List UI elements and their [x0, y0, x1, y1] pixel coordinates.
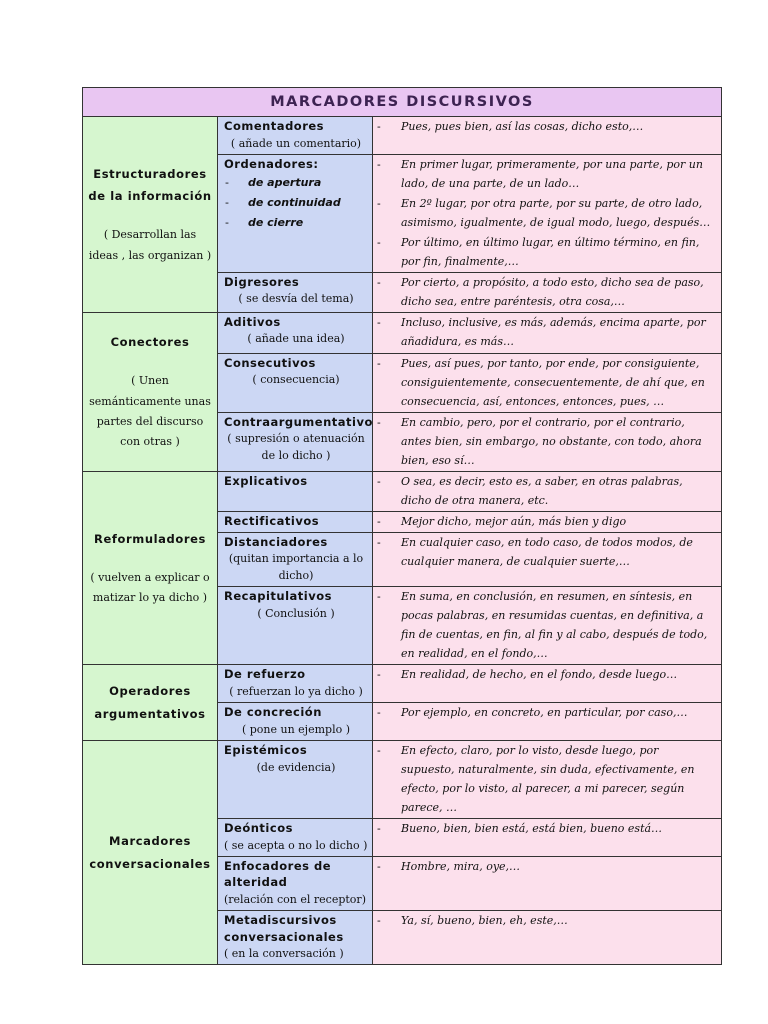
subtype-description-line: ( en la conversación ) — [224, 947, 344, 961]
subtype-cell — [218, 471, 373, 511]
subtype-description — [224, 550, 368, 584]
subtype-cell — [218, 740, 373, 818]
subtype-cell — [218, 703, 373, 741]
subtype-description-line: ( consecuencia) — [252, 373, 340, 387]
subtype-name — [224, 742, 368, 759]
subtype-description — [224, 945, 368, 962]
subtype-name — [224, 513, 368, 530]
category-description-line: ( Unen — [131, 374, 169, 388]
example-text: - Por cierto, a propósito, a todo esto, dicho sea de paso, dicho sea, entre paréntesis, otra cosa,… — [401, 273, 713, 311]
subtype-list-label: de cierre — [248, 216, 304, 230]
subtype-cell — [218, 353, 373, 412]
subtype-name-line: Ordenadores: — [224, 156, 319, 171]
table-row — [83, 740, 722, 818]
examples-cell — [373, 740, 722, 818]
examples-cell — [373, 818, 722, 856]
subtype-description-line: dicho) — [278, 569, 314, 583]
subtype-description — [224, 290, 368, 307]
examples-cell — [373, 154, 722, 272]
examples-cell — [373, 471, 722, 511]
subtype-list-item — [224, 193, 368, 213]
example-text: - Pues, pues bien, así las cosas, dicho esto,… — [401, 117, 713, 136]
subtype-list-item — [224, 213, 368, 233]
subtype-name — [224, 534, 368, 551]
category-description-line: semánticamente unas — [89, 394, 211, 408]
subtype-description-line: de lo dicho ) — [261, 449, 331, 463]
category-description — [87, 568, 213, 609]
examples-cell — [373, 117, 722, 155]
subtype-name-line: Aditivos — [224, 314, 281, 329]
subtype-description — [224, 330, 368, 347]
subtype-cell — [218, 665, 373, 703]
example-text: - Hombre, mira, oye,… — [401, 857, 713, 876]
category-description-line: ( vuelven a explicar o — [90, 570, 210, 584]
examples-cell — [373, 532, 722, 587]
example-text: - En cualquier caso, en todo caso, de todos modos, de cualquier manera, de cualquier suerte,… — [401, 533, 713, 571]
category-description-line: ideas , las organizan ) — [88, 248, 212, 262]
category-name-line: Marcadores — [109, 834, 191, 849]
subtype-description-line: ( refuerzan lo ya dicho ) — [229, 685, 363, 699]
category-description — [87, 371, 213, 452]
example-text: - En suma, en conclusión, en resumen, en síntesis, en pocas palabras, en resumidas cuentas, en definitiva, a fin de cuentas, en fin, al fin y al cabo, después de todo, en realidad, en el fondo,… — [401, 587, 713, 663]
subtype-name — [224, 473, 368, 490]
subtype-cell — [218, 412, 373, 471]
subtype-description-line: (quitan importancia a lo — [228, 552, 364, 566]
category-name — [87, 331, 213, 353]
category-cell — [83, 312, 218, 471]
subtype-description-line: ( se acepta o no lo dicho ) — [224, 838, 368, 852]
subtype-name — [224, 704, 368, 721]
subtype-description — [224, 683, 368, 700]
subtype-list-label: de continuidad — [248, 196, 341, 210]
examples-cell — [373, 511, 722, 532]
subtype-name — [224, 118, 368, 135]
subtype-description — [224, 371, 368, 388]
subtype-name — [224, 156, 368, 173]
category-cell — [83, 740, 218, 965]
subtype-description — [224, 605, 368, 622]
example-text: - Pues, así pues, por tanto, por ende, por consiguiente, consiguientemente, consecuentemente, de ahí que, en consecuencia, así, entonces, entonces, pues, … — [401, 354, 713, 411]
subtype-description-line: ( añade un comentario) — [230, 136, 362, 150]
example-text: - O sea, es decir, esto es, a saber, en otras palabras, dicho de otra manera, etc. — [401, 472, 713, 510]
subtype-name-line: Recapitulativos — [224, 589, 332, 604]
subtype-description — [224, 721, 368, 738]
subtype-description — [224, 891, 368, 908]
table-title: MARCADORES DISCURSIVOS — [83, 88, 722, 117]
subtype-description-line: ( pone un ejemplo ) — [241, 722, 351, 736]
subtype-name-line: Consecutivos — [224, 355, 316, 370]
category-name — [87, 528, 213, 550]
subtype-description — [224, 135, 368, 152]
example-text: - Incluso, inclusive, es más, además, encima aparte, por añadidura, es más… — [401, 313, 713, 351]
subtype-name-line: Epistémicos — [224, 742, 308, 757]
subtype-name — [224, 274, 368, 291]
category-name-line: de la información — [88, 189, 212, 204]
subtype-description — [224, 759, 368, 776]
category-description — [87, 225, 213, 266]
subtype-name-line: alteridad — [224, 875, 288, 890]
examples-cell — [373, 703, 722, 741]
subtype-description-line: ( Conclusión ) — [257, 607, 335, 621]
subtype-name-line: Contraargumentativo — [224, 414, 373, 429]
example-text: - Por último, en último lugar, en último término, en fin, por fin, finalmente,… — [401, 233, 713, 271]
subtype-description-line: ( se desvía del tema) — [238, 292, 354, 306]
subtype-name — [224, 355, 368, 372]
examples-cell — [373, 412, 722, 471]
examples-cell — [373, 856, 722, 910]
subtype-description — [224, 837, 368, 854]
category-name-line: argumentativos — [94, 706, 206, 721]
subtype-name — [224, 912, 368, 945]
category-description-line: con otras ) — [120, 435, 180, 449]
subtype-name-line: Deónticos — [224, 820, 293, 835]
category-description-line: ( Desarrollan las — [103, 228, 197, 242]
subtype-description — [224, 430, 368, 464]
examples-cell — [373, 312, 722, 353]
subtype-name — [224, 414, 373, 431]
examples-cell — [373, 587, 722, 665]
subtype-name-line: Digresores — [224, 274, 300, 289]
subtype-name — [224, 588, 368, 605]
category-cell — [83, 471, 218, 665]
examples-cell — [373, 911, 722, 965]
category-name-line: Conectores — [110, 334, 190, 349]
category-cell — [83, 117, 218, 313]
category-description-line: partes del discurso — [96, 414, 204, 428]
category-name — [87, 830, 213, 875]
subtype-description-line: (relación con el receptor) — [224, 892, 366, 906]
example-text: - En realidad, de hecho, en el fondo, desde luego… — [401, 665, 713, 684]
subtype-name — [224, 666, 368, 683]
subtype-cell — [218, 532, 373, 587]
example-text: - En cambio, pero, por el contrario, por el contrario, antes bien, sin embargo, no obstante, con todo, ahora bien, eso sí… — [401, 413, 713, 470]
subtype-name — [224, 314, 368, 331]
examples-cell — [373, 353, 722, 412]
category-name-line: Estructuradores — [93, 166, 207, 181]
subtype-name-line: Comentadores — [224, 119, 325, 133]
table-row — [83, 117, 722, 155]
category-name-line: conversacionales — [89, 856, 211, 871]
subtype-description-line: ( añade una idea) — [247, 332, 345, 346]
subtype-name-line: Rectificativos — [224, 513, 320, 528]
subtype-cell — [218, 818, 373, 856]
subtype-cell — [218, 312, 373, 353]
category-name-line: Operadores — [109, 684, 191, 699]
subtype-cell — [218, 911, 373, 965]
example-text: - Bueno, bien, bien está, está bien, bueno está… — [401, 819, 713, 838]
subtype-name-line: De concreción — [224, 705, 322, 720]
subtype-cell — [218, 272, 373, 312]
subtype-description-line: ( supresión o atenuación — [227, 432, 365, 446]
category-name — [87, 163, 213, 208]
table-row — [83, 312, 722, 353]
examples-cell — [373, 665, 722, 703]
subtype-cell — [218, 154, 373, 272]
category-name-line: Reformuladores — [94, 531, 206, 546]
subtype-list-label: de apertura — [248, 176, 322, 190]
subtype-name-line: Metadiscursivos — [224, 913, 337, 928]
subtype-name-line: Explicativos — [224, 473, 308, 488]
examples-cell — [373, 272, 722, 312]
subtype-name-line: Distanciadores — [224, 534, 328, 549]
example-text: - Ya, sí, bueno, bien, eh, este,… — [401, 911, 713, 930]
table-row — [83, 471, 722, 511]
title-row — [83, 88, 722, 117]
category-description-line: matizar lo ya dicho ) — [92, 591, 208, 605]
subtype-cell — [218, 117, 373, 155]
table-row — [83, 665, 722, 703]
example-text: - Mejor dicho, mejor aún, más bien y digo — [401, 512, 713, 531]
subtype-list-item — [224, 173, 368, 193]
category-cell — [83, 665, 218, 740]
subtype-name — [224, 858, 368, 891]
subtype-name-line: Enfocadores de — [224, 858, 332, 873]
example-text: - Por ejemplo, en concreto, en particular, por caso,… — [401, 703, 713, 722]
example-text: - En 2º lugar, por otra parte, por su parte, de otro lado, asimismo, igualmente, de igual modo, luego, después… — [401, 194, 713, 232]
subtype-list — [224, 173, 368, 233]
subtype-cell — [218, 856, 373, 910]
example-text: - En primer lugar, primeramente, por una parte, por un lado, de una parte, de un lado… — [401, 155, 713, 193]
subtype-name-line: conversacionales — [224, 929, 344, 944]
category-name — [87, 680, 213, 725]
subtype-name — [224, 820, 368, 837]
subtype-cell — [218, 587, 373, 665]
markers-table — [82, 87, 722, 965]
subtype-name-line: De refuerzo — [224, 667, 306, 682]
subtype-description-line: (de evidencia) — [256, 760, 336, 774]
subtype-cell — [218, 511, 373, 532]
example-text: - En efecto, claro, por lo visto, desde luego, por supuesto, naturalmente, sin duda, efectivamente, en efecto, por lo visto, al parecer, a mi parecer, según parece, … — [401, 741, 713, 817]
